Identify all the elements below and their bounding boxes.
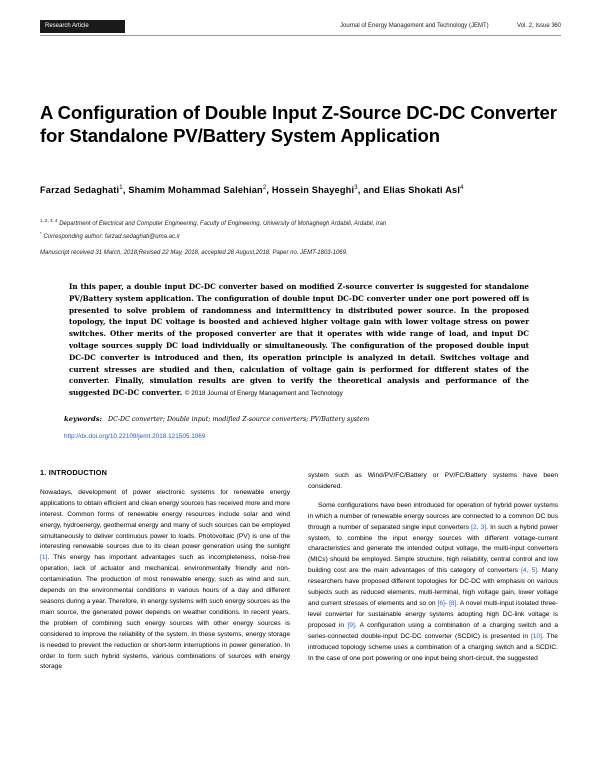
citation-link[interactable]: [6] [437, 599, 445, 607]
author-name: Hossein Shayeghi [271, 185, 355, 196]
keywords-label: keywords: [64, 415, 103, 423]
abstract-text: In this paper, a double input DC-DC converter based on modified Z-source converter is suggested for standalone PV/Battery system application. The configuration of double input DC-DC converter under one port powered off is presented to solve problem of randomness and intermittency in distributed power source. In the proposed topology, the input DC voltage is boosted and achieved higher voltage gain with lower voltage stress on power switches. Other merits of the proposed converter are that it operates with wide range of load, and input DC voltage sources supply DC load individually or simultaneously. The configuration of the proposed double input DC-DC converter is introduced and then, its operation principle is analyzed in detail. Switches voltage and current stresses are studied and then, calculation of voltage gain is performed for different states of the converter. Finally, simulation results are given to verify the theoretical analysis and performance of the suggested DC-DC converter. [69, 282, 529, 398]
author-list: Farzad Sedaghati$^1$, Shamim Mohammad Salehian$^2$, Hossein Shayeghi$^3$, and Elias Shokati Asl$^4$ [40, 185, 464, 196]
author-conjunction: and [363, 185, 381, 196]
keywords-value: DC-DC converter; Double input; modified Z-source converters; PV/Battery system [108, 416, 370, 423]
page-number: 60 [554, 23, 561, 29]
doi-link[interactable]: http://dx.doi.org/10.22109/jemt.2018.121505.1069 [64, 433, 206, 440]
author-affiliation-mark: 1 [119, 185, 123, 191]
citation-link[interactable]: [1] [40, 554, 48, 562]
volume-issue: Vol. 2, Issue 3 [517, 23, 555, 29]
citation-link[interactable]: [10] [530, 632, 542, 640]
author-name: Farzad Sedaghati [40, 185, 120, 196]
author-affiliation-mark: 2 [262, 185, 267, 191]
author-affiliation-mark: 3 [354, 185, 358, 191]
department-affiliation: $^{1, 2, 3, 4}$ Department of Electrical and Computer Engineering, Faculty of Engineering, University of Mohaghegh Ardabili, Ardabil, Iran [40, 218, 387, 227]
paper-title: A Configuration of Double Input Z-Source DC-DC Converter for Standalone PV/Battery System Application [40, 102, 557, 146]
left-column [40, 468, 290, 673]
right-column [308, 471, 558, 664]
body-paragraph: system such as Wind/PV/FC/Battery or PV/FC/Battery systems have been considered. [308, 472, 558, 490]
manuscript-history: Manuscript received 31 March, 2018;Revised 22 May, 2018, accepted 28 August,2018. Paper no. JEMT-1803-1069. [40, 250, 348, 256]
copyright-notice: © 2018 Journal of Energy Management and Technology [184, 390, 343, 398]
citation-link[interactable]: [8] [449, 599, 457, 607]
author-name: Elias Shokati Asl [383, 185, 461, 196]
corresponding-author: * Corresponding author: farzad.sedaghati@uma.ac.ir [40, 231, 180, 240]
body-paragraph: Some configurations have been introduced for operation of hybrid power systems in which a number of renewable energy sources are connected to a common DC bus through a number of separated single input converters [2, 3]. In such a hybrid power system, to combine the input energy sources with different voltage-current characteristics and generate the intended output voltage, the multi-input converters (MICs) should be employed. Simple structure, high reliability, central control and low building cost are the main advantages of this category of converters [4, 5]. Many researchers have proposed different topologies for DC-DC with emphasis on various subjects such as reduced elements, multi-terminal, high voltage gain, lower voltage and current stresses of elements and so on [6]- [8]. A novel multi-input isolated three-level converter for sustainable energy systems adopting high DC-link voltage is proposed in [9]. A configuration using a combination of a charging switch and a series-connected double-input DC-DC converter (SCDIC) is presented in [10]. The introduced topology scheme uses a combination of a charging switch and a SCDIC. In the case of one port powering or one input being short-circuit, the suggested [308, 501, 558, 662]
citation-link[interactable]: [2, 3] [471, 523, 487, 531]
running-header [40, 20, 561, 36]
article-type-badge: Research Article [40, 20, 125, 33]
affiliations [40, 216, 565, 242]
author-name: Shamim Mohammad Salehian [128, 185, 263, 196]
section-heading: 1. INTRODUCTION [40, 468, 108, 477]
body-paragraph: Nowadays, development of power electronic systems for renewable energy applications to obtain efficient and clean energy sources has received more and more interest. Common forms of renewable energy resources include solar and wind energy, hydroenergy, geothermal energy and many of such sources can be employed simultaneously to deliver continuous power to loads. Photovoltaic (PV) is one of the interesting renewable sources due to its clean power generation using the sunlight [1]. This energy has important advantages such as incompleteness, noise-free operation, lack of actuator and mechanical, environmentally friendly and non-contamination. The production of most renewable energy, such as wind and sun, depends on the environmental conditions in various hours of a day and different seasons during a year. Therefore, in energy systems with such energy sources as the main source, the generated power depends on weather conditions. In recent years, the problem of combining such energy sources with other energy sources is considered to improve the reliability of the system. In these systems, energy storage is needed to prevent the reduction or short-term interruptions in power generation. In order to form such hybrid systems, various combinations of sources with energy storage [40, 488, 290, 671]
citation-link[interactable]: [9] [347, 621, 355, 629]
keywords [64, 415, 534, 423]
citation-link[interactable]: [4, 5] [521, 567, 537, 575]
abstract [69, 281, 529, 400]
journal-name: Journal of Energy Management and Technology (JEMT) [340, 23, 489, 29]
author-affiliation-mark: 4 [460, 185, 464, 191]
